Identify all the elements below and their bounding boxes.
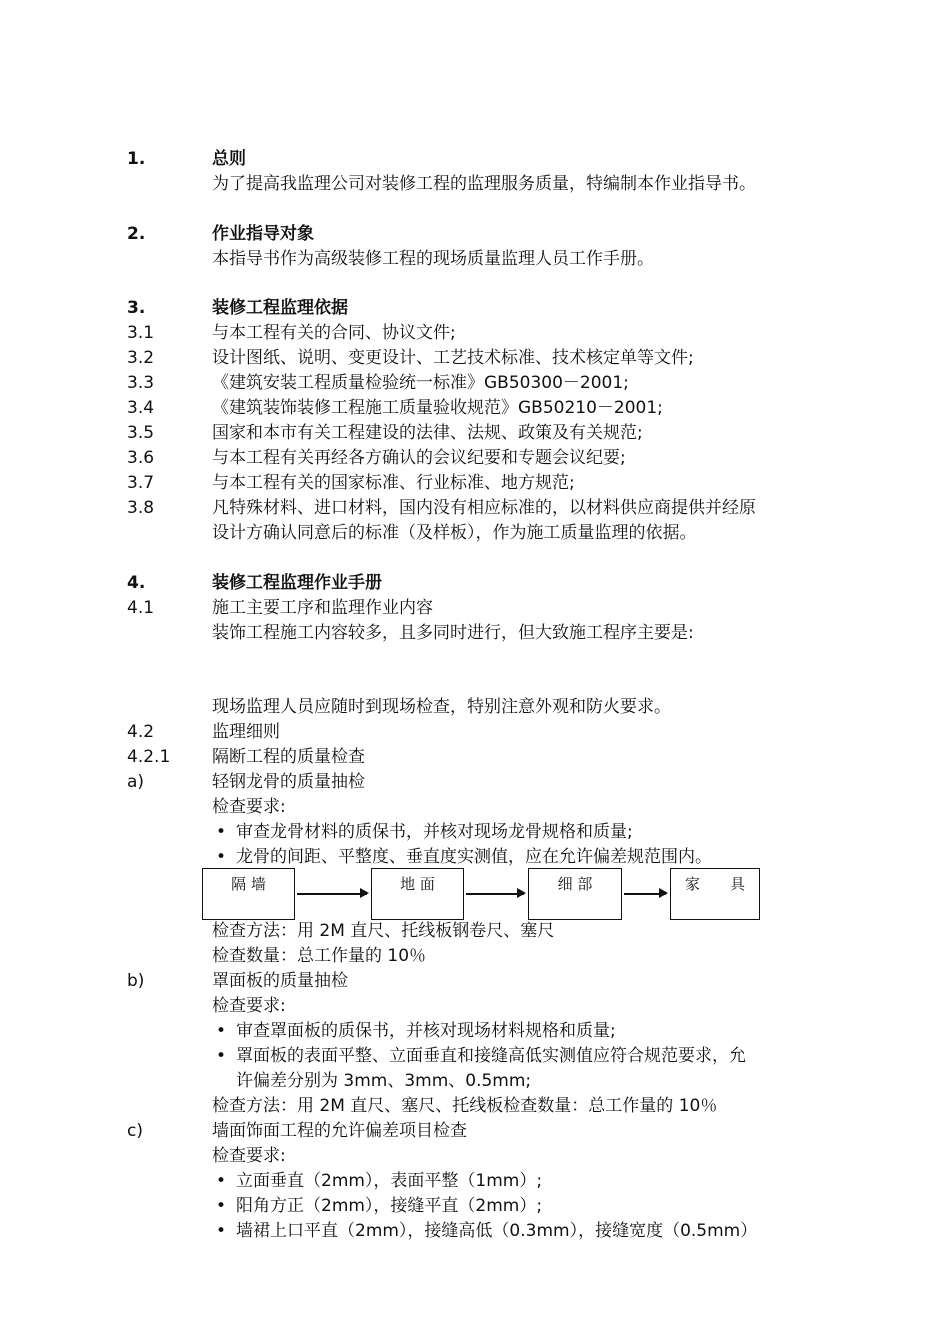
inspection-note: 现场监理人员应随时到现场检查，特别注意外观和防火要求。 xyxy=(212,697,671,717)
bullet-icon: • xyxy=(216,1046,227,1066)
section-4-title: 装修工程监理作业手册 xyxy=(212,573,382,593)
item-c-bullet: 阳角方正（2mm），接缝平直（2mm）; xyxy=(236,1196,543,1216)
subsection-4-2-1-title: 隔断工程的质量检查 xyxy=(212,747,365,767)
item-text: 设计图纸、说明、变更设计、工艺技术标准、技术核定单等文件; xyxy=(212,348,694,368)
section-1-text: 为了提高我监理公司对装修工程的监理服务质量，特编制本作业指导书。 xyxy=(212,174,756,194)
bullet-icon: • xyxy=(216,822,227,842)
flow-arrow xyxy=(466,893,524,895)
item-text-continued: 设计方确认同意后的标准（及样板），作为施工质量监理的依据。 xyxy=(212,523,697,543)
item-a-title: 轻钢龙骨的质量抽检 xyxy=(212,772,365,792)
item-text: 《建筑安装工程质量检验统一标准》GB50300－2001; xyxy=(212,373,629,393)
item-text: 《建筑装饰装修工程施工质量验收规范》GB50210－2001; xyxy=(212,398,663,418)
bullet-icon: • xyxy=(216,1196,227,1216)
bullet-icon: • xyxy=(216,1171,227,1191)
item-c-bullet: 立面垂直（2mm），表面平整（1mm）; xyxy=(236,1171,543,1191)
item-b-method: 检查方法：用 2M 直尺、塞尺、托线板检查数量：总工作量的 10％ xyxy=(212,1096,718,1116)
item-number: 3.2 xyxy=(127,348,155,368)
flow-box-floor: 地 面 xyxy=(371,868,464,920)
section-4-number: 4. xyxy=(127,573,146,593)
item-text: 凡特殊材料、进口材料，国内没有相应标准的，以材料供应商提供并经原 xyxy=(212,498,756,518)
item-a-bullet: 审查龙骨材料的质保书，并核对现场龙骨规格和质量; xyxy=(236,822,633,842)
subsection-4-2-title: 监理细则 xyxy=(212,722,280,742)
subsection-4-1-title: 施工主要工序和监理作业内容 xyxy=(212,598,433,618)
flow-arrow xyxy=(624,893,666,895)
item-b-bullet: 审查罩面板的质保书，并核对现场材料规格和质量; xyxy=(236,1021,616,1041)
item-c-label: c) xyxy=(127,1121,143,1141)
item-number: 3.4 xyxy=(127,398,155,418)
item-text: 国家和本市有关工程建设的法律、法规、政策及有关规范; xyxy=(212,423,643,443)
item-b-bullet: 罩面板的表面平整、立面垂直和接缝高低实测值应符合规范要求，允 xyxy=(236,1046,746,1066)
subsection-4-1-number: 4.1 xyxy=(127,598,155,618)
item-c-requirement-heading: 检查要求: xyxy=(212,1146,286,1166)
item-b-requirement-heading: 检查要求: xyxy=(212,996,286,1016)
item-number: 3.6 xyxy=(127,448,155,468)
item-number: 3.8 xyxy=(127,498,155,518)
item-number: 3.1 xyxy=(127,323,155,343)
flow-arrow xyxy=(297,893,367,895)
subsection-4-2-1-number: 4.2.1 xyxy=(127,747,171,767)
flow-box-details: 细 部 xyxy=(528,868,622,920)
item-a-count: 检查数量：总工作量的 10％ xyxy=(212,946,427,966)
flow-box-furniture: 家 具 xyxy=(670,868,760,920)
bullet-icon: • xyxy=(216,1021,227,1041)
bullet-icon: • xyxy=(216,1221,227,1241)
item-a-bullet: 龙骨的间距、平整度、垂直度实测值，应在允许偏差规范围内。 xyxy=(236,847,712,867)
item-number: 3.3 xyxy=(127,373,155,393)
section-3-title: 装修工程监理依据 xyxy=(212,298,348,318)
section-1-number: 1. xyxy=(127,149,146,169)
section-3-number: 3. xyxy=(127,298,146,318)
section-2-title: 作业指导对象 xyxy=(212,224,314,244)
bullet-icon: • xyxy=(216,847,227,867)
item-c-title: 墙面饰面工程的允许偏差项目检查 xyxy=(212,1121,467,1141)
item-b-label: b) xyxy=(127,971,145,991)
item-text: 与本工程有关的合同、协议文件; xyxy=(212,323,456,343)
item-a-method: 检查方法：用 2M 直尺、托线板钢卷尺、塞尺 xyxy=(212,921,555,941)
item-number: 3.5 xyxy=(127,423,155,443)
subsection-4-1-text: 装饰工程施工内容较多，且多同时进行，但大致施工程序主要是: xyxy=(212,623,694,643)
section-2-number: 2. xyxy=(127,224,146,244)
section-1-title: 总则 xyxy=(212,149,246,169)
subsection-4-2-number: 4.2 xyxy=(127,722,155,742)
item-number: 3.7 xyxy=(127,473,155,493)
item-b-bullet-continued: 许偏差分别为 3mm、3mm、0.5mm; xyxy=(236,1071,532,1091)
item-text: 与本工程有关的国家标准、行业标准、地方规范; xyxy=(212,473,575,493)
item-a-requirement-heading: 检查要求: xyxy=(212,797,286,817)
flow-box-partition-wall: 隔 墙 xyxy=(202,868,295,920)
item-b-title: 罩面板的质量抽检 xyxy=(212,971,348,991)
item-a-label: a) xyxy=(127,772,145,792)
section-2-text: 本指导书作为高级装修工程的现场质量监理人员工作手册。 xyxy=(212,249,654,269)
item-c-bullet: 墙裙上口平直（2mm），接缝高低（0.3mm），接缝宽度（0.5mm） xyxy=(236,1221,758,1241)
item-text: 与本工程有关再经各方确认的会议纪要和专题会议纪要; xyxy=(212,448,626,468)
